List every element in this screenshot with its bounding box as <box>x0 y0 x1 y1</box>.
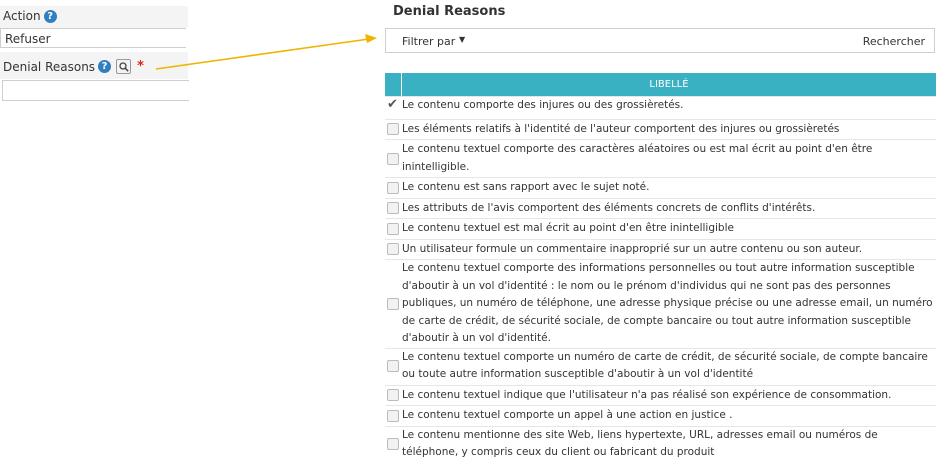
denial-reasons-label: Denial Reasons <box>3 59 96 74</box>
table-body <box>385 96 936 462</box>
row-label: Le contenu est sans rapport avec le sujet noté. <box>402 181 650 193</box>
action-label: Action <box>3 9 41 23</box>
table-row[interactable] <box>385 177 936 198</box>
reasons-table <box>385 73 936 462</box>
row-label: Un utilisateur formule un commentaire inapproprié sur un autre contenu ou son auteur. <box>402 242 863 255</box>
row-checkbox[interactable] <box>387 123 399 135</box>
row-checkbox[interactable] <box>387 438 399 450</box>
row-label: Le contenu textuel indique que l'utilisateur n'a pas réalisé son expérience de consommation. <box>402 388 892 401</box>
row-label: Le contenu mentionne des site Web, liens hypertexte, URL, adresses email ou numéros de téléphone, y compris ceux du client ou fabricant du produit <box>402 428 878 458</box>
row-label: Le contenu textuel comporte des informations personnelles ou tout autre information susceptible d'aboutir à un vol d'identité : le nom ou le prénom d'individus qui ne sont pas des personnes publiques, un numéro de téléphone, une adresse physique précise ou une adresse email, un numéro de carte de crédit, de sécurité sociale, de compte bancaire ou tout autre information susceptible d'aboutir à un vol d'identité. <box>402 262 933 344</box>
chevron-down-icon[interactable]: ▼ <box>459 35 466 44</box>
row-label: Le contenu textuel est mal écrit au point d'en être inintelligible <box>402 222 734 234</box>
row-checkbox[interactable] <box>387 243 399 255</box>
table-row[interactable] <box>385 139 936 177</box>
row-checkbox[interactable] <box>387 153 399 165</box>
row-checkbox[interactable] <box>387 410 399 422</box>
table-row[interactable] <box>385 426 936 462</box>
table-header <box>385 73 936 96</box>
filter-bar <box>385 28 935 53</box>
table-row[interactable] <box>385 198 936 219</box>
table-row[interactable] <box>385 259 936 348</box>
row-checkbox[interactable] <box>387 360 399 372</box>
row-checkbox[interactable] <box>387 298 399 310</box>
table-row[interactable] <box>385 239 936 260</box>
filter-dropdown[interactable]: Filtrer par <box>402 35 456 48</box>
table-row[interactable] <box>385 405 936 426</box>
label-column-header: LIBELLÉ <box>402 73 936 96</box>
row-checkbox[interactable] <box>387 389 399 401</box>
row-label: Le contenu textuel comporte un appel à une action en justice . <box>402 409 733 421</box>
table-row[interactable] <box>385 348 936 385</box>
row-checkbox[interactable] <box>387 182 399 194</box>
row-label: Le contenu comporte des injures ou des grossièretés. <box>402 99 684 111</box>
row-label: Le contenu textuel comporte des caractères aléatoires ou est mal écrit au point d'en être inintelligible. <box>402 143 873 173</box>
help-icon[interactable]: ? <box>98 60 111 73</box>
required-indicator: * <box>137 59 144 74</box>
help-icon[interactable]: ? <box>44 10 57 23</box>
row-label: Les attributs de l'avis comportent des éléments concrets de conflits d'intérêts. <box>402 201 816 214</box>
search-button[interactable]: Rechercher <box>862 35 925 48</box>
action-select[interactable]: Refuser <box>0 28 186 48</box>
checkmark-icon[interactable] <box>387 100 399 112</box>
row-checkbox[interactable] <box>387 223 399 235</box>
table-row[interactable] <box>385 96 936 119</box>
row-checkbox[interactable] <box>387 202 399 214</box>
panel-title: Denial Reasons <box>393 4 506 19</box>
row-label: Le contenu textuel comporte un numéro de carte de crédit, de sécurité sociale, de compte bancaire ou toute autre information susceptible d'aboutir à un vol d'identité <box>402 350 928 380</box>
row-label: Les éléments relatifs à l'identité de l'auteur comportent des injures ou grossièretés <box>402 122 840 135</box>
table-row[interactable] <box>385 385 936 406</box>
select-column-header <box>385 73 402 96</box>
table-row[interactable] <box>385 218 936 239</box>
table-row[interactable] <box>385 119 936 140</box>
